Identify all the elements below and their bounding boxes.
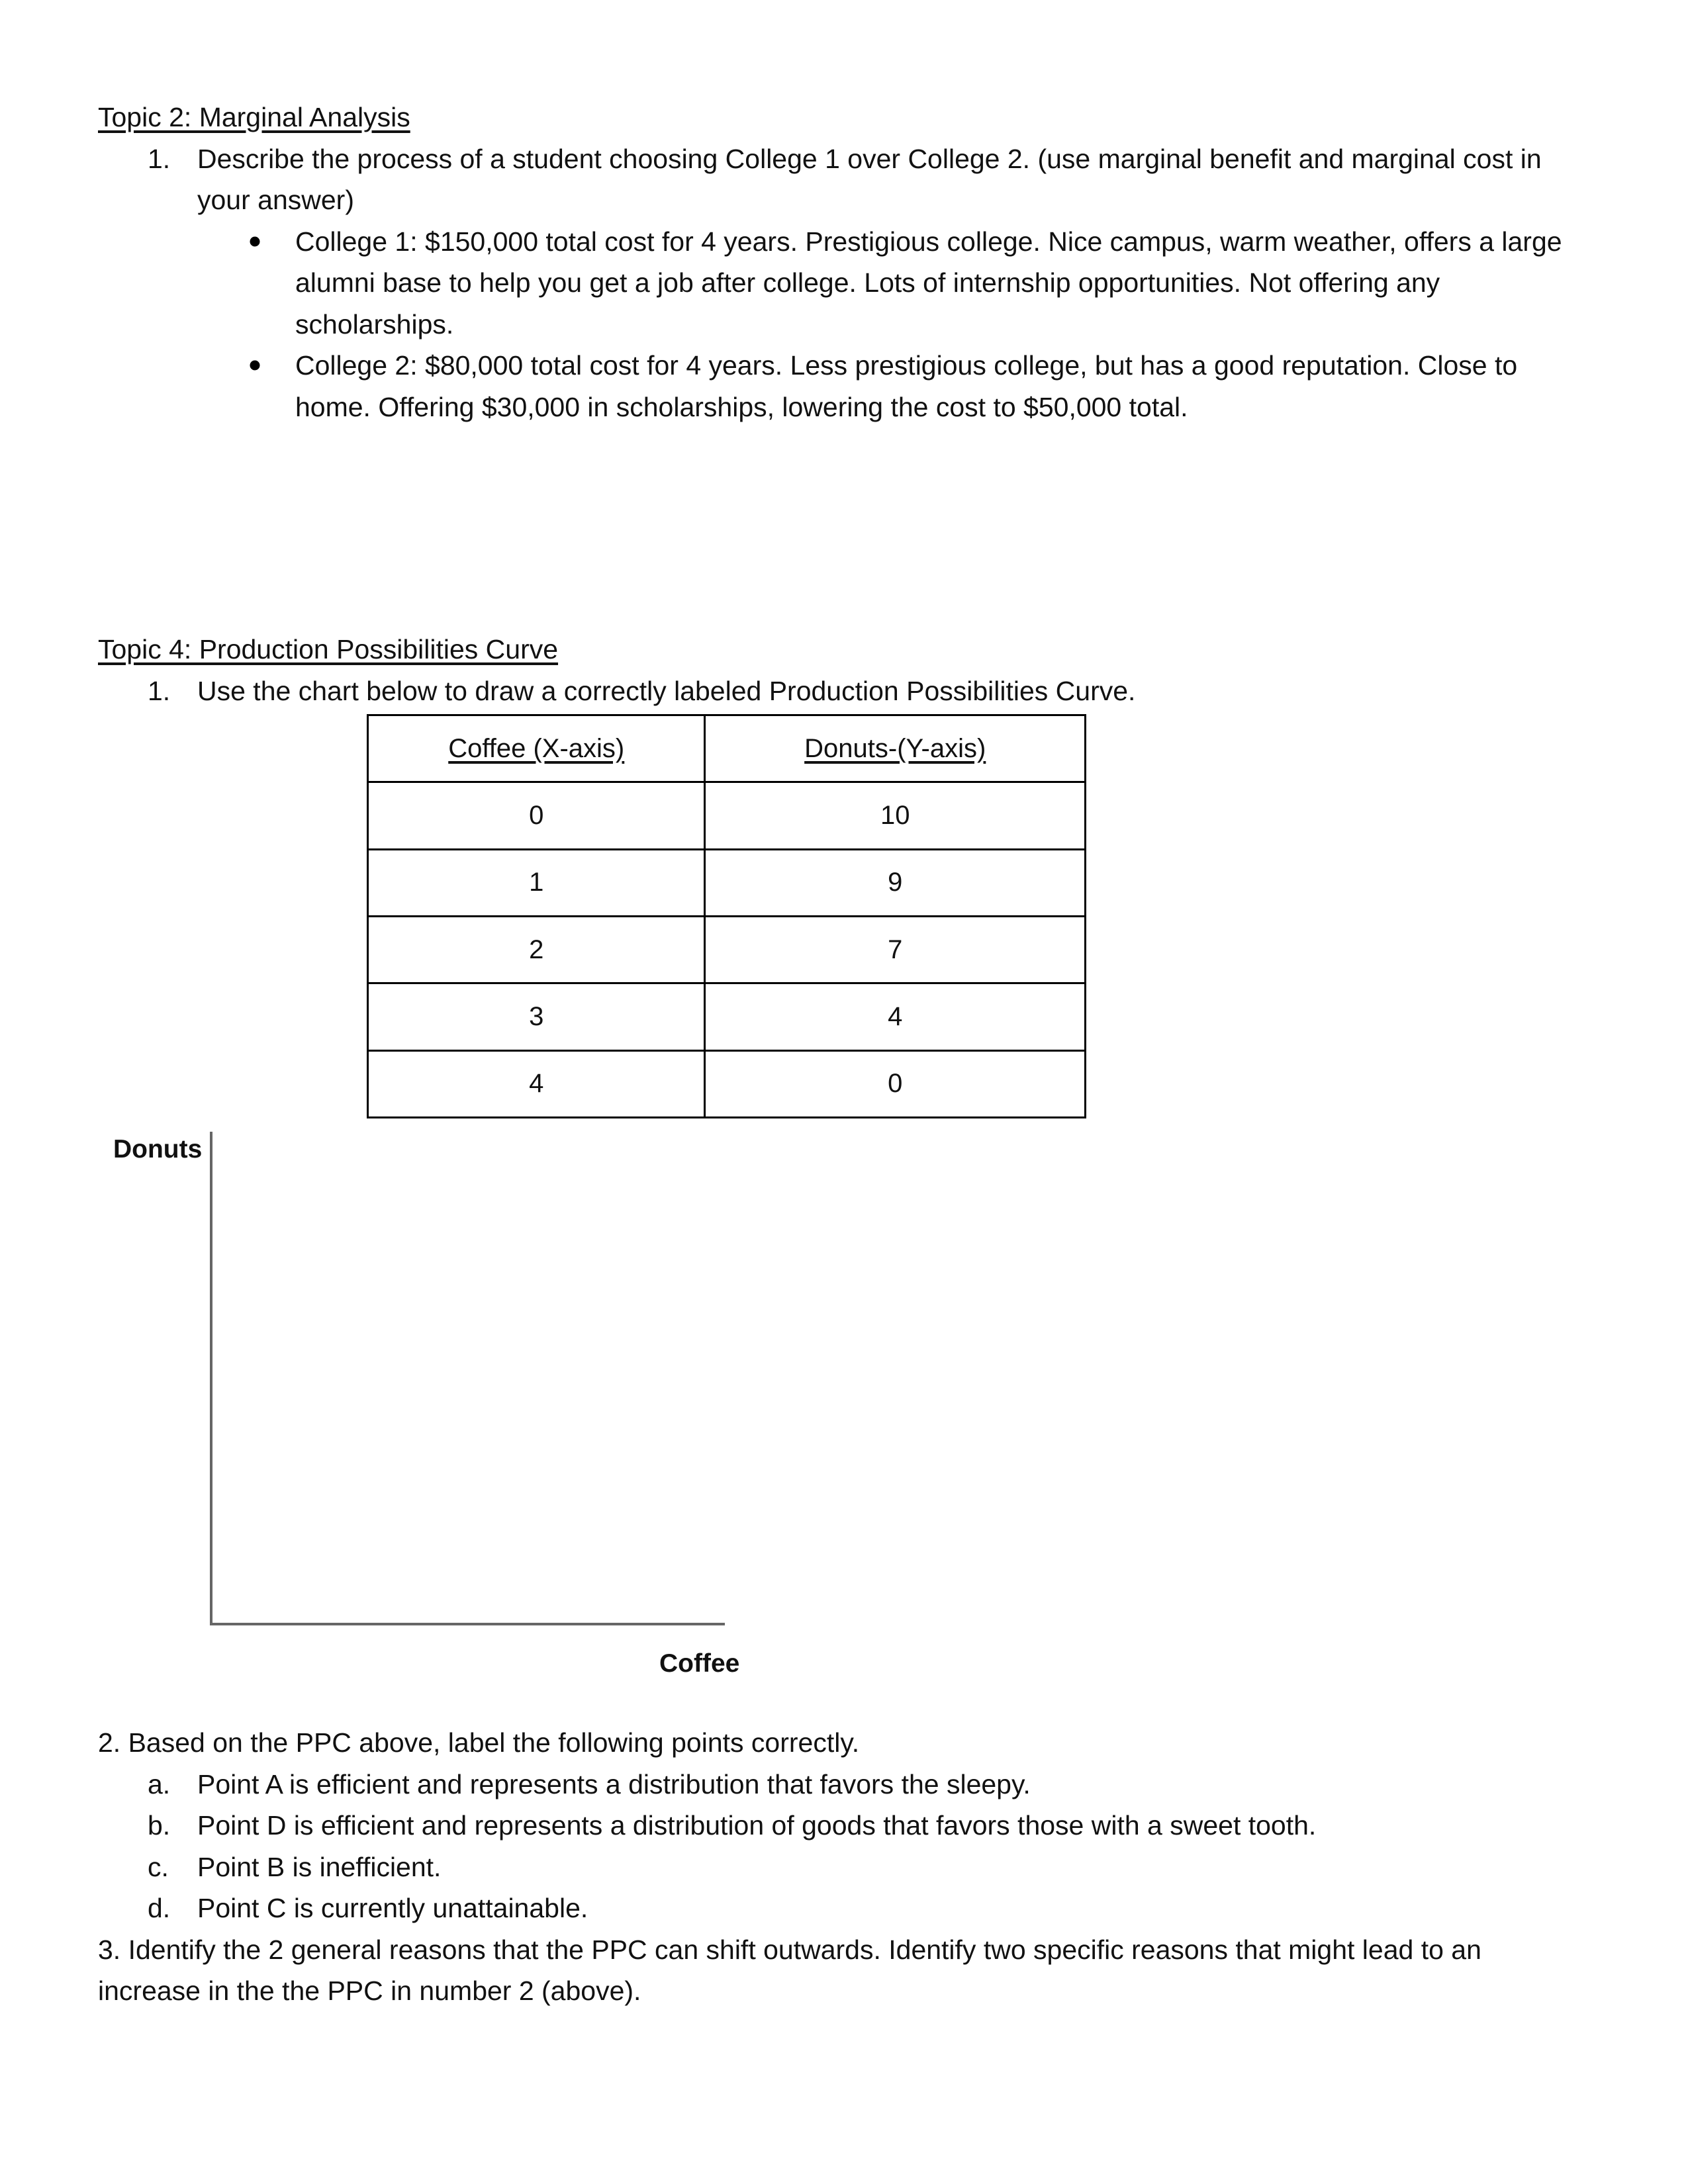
table-cell: 7: [705, 916, 1086, 983]
header-label: Donuts-(Y-axis): [804, 733, 986, 763]
table-cell: 10: [705, 782, 1086, 849]
list-item: Point D is efficient and represents a distribution of goods that favors those with a sweet tooth.: [197, 1810, 1317, 1841]
question-text: increase in the the PPC in number 2 (above).: [98, 1976, 641, 2006]
bullet-text: scholarships.: [295, 309, 454, 340]
table-row: [368, 849, 1086, 916]
list-item: Point A is efficient and represents a distribution that favors the sleepy.: [197, 1769, 1031, 1799]
table-row: [368, 782, 1086, 849]
table-cell: 2: [368, 916, 705, 983]
topic2-heading: Topic 2: Marginal Analysis: [98, 102, 410, 132]
column-header-donuts: [705, 715, 1086, 782]
table-header-row: [368, 715, 1086, 782]
table-row: [368, 983, 1086, 1050]
table-cell: 0: [705, 1050, 1086, 1117]
list-item: Point C is currently unattainable.: [197, 1893, 588, 1923]
table-cell: 3: [368, 983, 705, 1050]
y-axis-label: Donuts: [113, 1135, 203, 1163]
question-text: Use the chart below to draw a correctly labeled Production Possibilities Curve.: [197, 676, 1136, 706]
list-letter: c.: [148, 1852, 169, 1882]
bullet-text: College 2: $80,000 total cost for 4 years. Less prestigious college, but has a good reputation. Close to: [295, 350, 1518, 381]
table-row: [368, 1050, 1086, 1117]
list-letter: d.: [148, 1893, 171, 1923]
table-cell: 0: [368, 782, 705, 849]
topic4-heading: Topic 4: Production Possibilities Curve: [98, 634, 559, 664]
list-letter: a.: [148, 1769, 171, 1799]
y-axis-line: [210, 1132, 212, 1625]
column-header-coffee: [368, 715, 705, 782]
ppc-data-table: [367, 714, 1086, 1118]
list-item: Point B is inefficient.: [197, 1852, 442, 1882]
table-row: [368, 916, 1086, 983]
x-axis-line: [210, 1623, 725, 1625]
question-number: 1.: [148, 144, 171, 174]
x-axis-label: Coffee: [659, 1649, 740, 1678]
question-text: your answer): [197, 185, 354, 215]
table-cell: 1: [368, 849, 705, 916]
bullet-text: College 1: $150,000 total cost for 4 years. Prestigious college. Nice campus, warm weather, offers a large: [295, 226, 1562, 257]
bullet-icon: [250, 361, 260, 371]
table-cell: 4: [368, 1050, 705, 1117]
table-cell: 4: [705, 983, 1086, 1050]
header-label: Coffee (X-axis): [448, 733, 625, 763]
question-number: 1.: [148, 676, 171, 706]
bullet-text: alumni base to help you get a job after college. Lots of internship opportunities. Not offering any: [295, 267, 1440, 298]
list-letter: b.: [148, 1810, 171, 1841]
question-text: 3. Identify the 2 general reasons that the PPC can shift outwards. Identify two specific reasons that might lead to an: [98, 1934, 1481, 1965]
bullet-icon: [250, 237, 260, 247]
question-text: 2. Based on the PPC above, label the following points correctly.: [98, 1727, 860, 1758]
table-cell: 9: [705, 849, 1086, 916]
bullet-text: home. Offering $30,000 in scholarships, lowering the cost to $50,000 total.: [295, 392, 1188, 422]
question-text: Describe the process of a student choosing College 1 over College 2. (use marginal benefit and marginal cost in: [197, 144, 1542, 174]
